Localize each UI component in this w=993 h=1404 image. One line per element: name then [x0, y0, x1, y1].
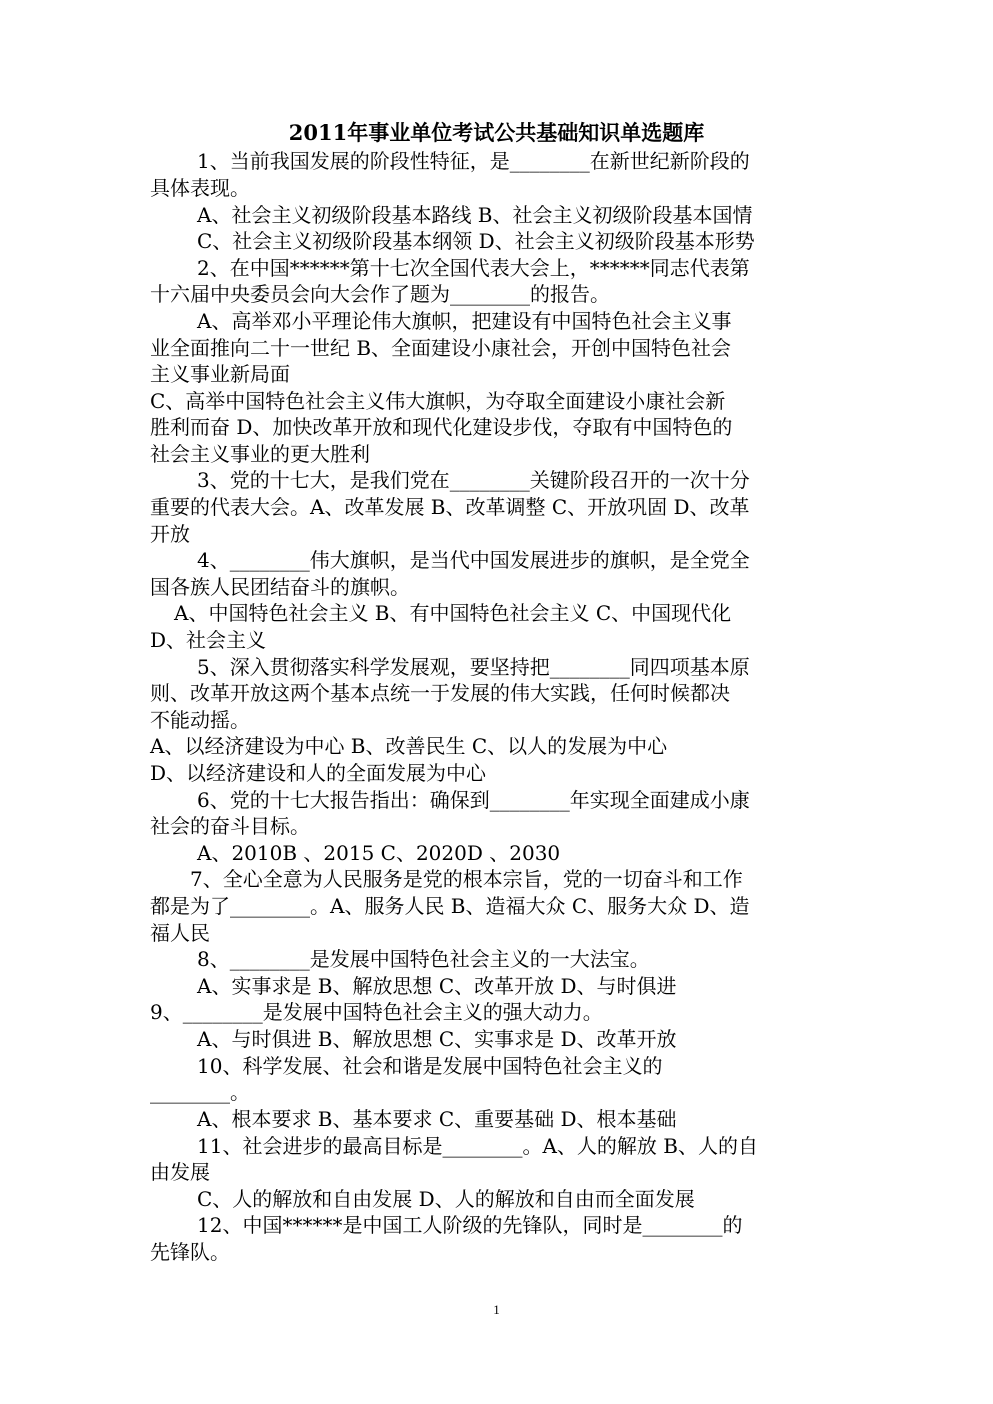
text-line: A、实事求是 B、解放思想 C、改革开放 D、与时俱进	[197, 974, 677, 998]
text-line: 社会的奋斗目标。	[150, 814, 310, 838]
page-number: 1	[493, 1302, 500, 1317]
text-line: A、与时俱进 B、解放思想 C、实事求是 D、改革开放	[197, 1027, 677, 1051]
text-line: C、人的解放和自由发展 D、人的解放和自由而全面发展	[197, 1187, 695, 1211]
text-line: 则、改革开放这两个基本点统一于发展的伟大实践，任何时候都决	[150, 681, 730, 705]
text-line: A、高举邓小平理论伟大旗帜，把建设有中国特色社会主义事	[197, 309, 732, 333]
text-line: 6、党的十七大报告指出：确保到________年实现全面建成小康	[197, 788, 750, 812]
text-line: A、2010B 、2015 C、2020D 、2030	[197, 841, 561, 865]
text-line: D、社会主义	[150, 628, 267, 652]
text-line: 业全面推向二十一世纪 B、全面建设小康社会，开创中国特色社会	[150, 336, 732, 360]
text-line: 具体表现。	[150, 176, 250, 200]
text-line: 国各族人民团结奋斗的旗帜。	[150, 575, 410, 599]
text-line: 1、当前我国发展的阶段性特征，是________在新世纪新阶段的	[197, 149, 750, 173]
text-line: 4、________伟大旗帜，是当代中国发展进步的旗帜，是全党全	[197, 548, 750, 572]
text-line: A、根本要求 B、基本要求 C、重要基础 D、根本基础	[197, 1107, 677, 1131]
text-line: 都是为了________。A、服务人民 B、造福大众 C、服务大众 D、造	[150, 894, 750, 918]
text-line: 11、社会进步的最高目标是________。A、人的解放 B、人的自	[197, 1134, 758, 1158]
text-line: 2、在中国******第十七次全国代表大会上，******同志代表第	[197, 256, 750, 280]
text-line: 福人民	[150, 921, 210, 945]
text-line: C、高举中国特色社会主义伟大旗帜，为夺取全面建设小康社会新	[150, 389, 726, 413]
text-line: 9、________是发展中国特色社会主义的强大动力。	[150, 1000, 603, 1024]
text-line: 10、科学发展、社会和谐是发展中国特色社会主义的	[197, 1054, 663, 1078]
text-line: 5、深入贯彻落实科学发展观，要坚持把________同四项基本原	[197, 655, 750, 679]
text-line: 先锋队。	[150, 1240, 230, 1264]
text-line: A、以经济建设为中心 B、改善民生 C、以人的发展为中心	[150, 734, 668, 758]
text-line: C、社会主义初级阶段基本纲领 D、社会主义初级阶段基本形势	[197, 229, 755, 253]
text-line: A、中国特色社会主义 B、有中国特色社会主义 C、中国现代化	[174, 601, 732, 625]
text-line: 8、________是发展中国特色社会主义的一大法宝。	[197, 947, 650, 971]
text-line: 胜利而奋 D、加快改革开放和现代化建设步伐，夺取有中国特色的	[150, 415, 733, 439]
text-line: 12、中国******是中国工人阶级的先锋队，同时是________的	[197, 1213, 743, 1237]
text-line: 重要的代表大会。A、改革发展 B、改革调整 C、开放巩固 D、改革	[150, 495, 750, 519]
text-line: 由发展	[150, 1160, 210, 1184]
text-line: 不能动摇。	[150, 708, 250, 732]
text-line: 社会主义事业的更大胜利	[150, 442, 370, 466]
text-line: 十六届中央委员会向大会作了题为________的报告。	[150, 282, 610, 306]
text-line: A、社会主义初级阶段基本路线 B、社会主义初级阶段基本国情	[197, 203, 753, 227]
text-line: 主义事业新局面	[150, 362, 290, 386]
text-line: ________。	[150, 1080, 250, 1104]
text-line: 3、党的十七大，是我们党在________关键阶段召开的一次十分	[197, 468, 750, 492]
text-line: 开放	[150, 522, 190, 546]
text-line: D、以经济建设和人的全面发展为中心	[150, 761, 487, 785]
text-line: 7、全心全意为人民服务是党的根本宗旨，党的一切奋斗和工作	[190, 867, 743, 891]
document-title: 2011年事业单位考试公共基础知识单选题库	[288, 120, 705, 145]
